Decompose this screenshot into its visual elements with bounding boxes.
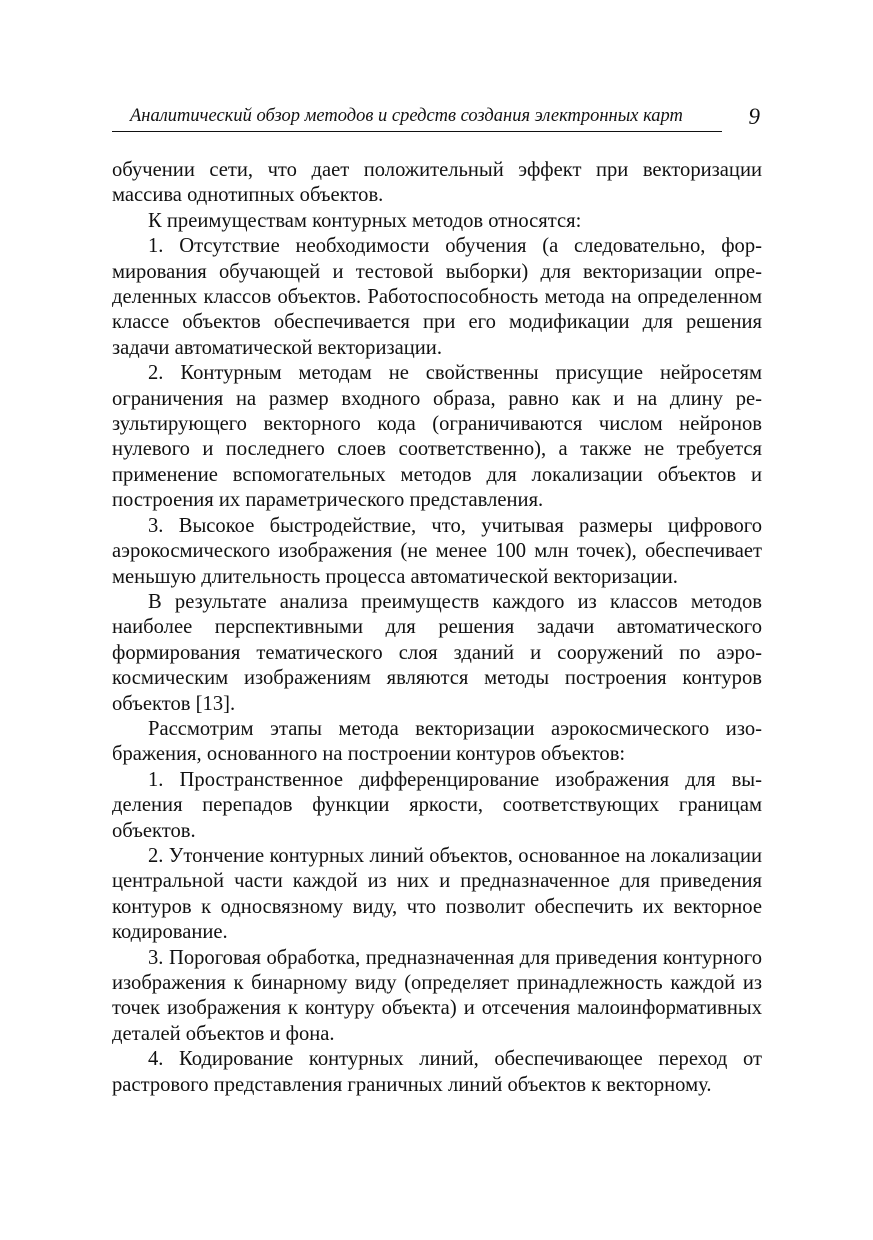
running-header [112, 104, 760, 134]
paragraph-stage-4: 4. Кодирование контурных линий, обеспечивающее переход от растрового представления граничных линий объектов к векторному. [112, 1048, 762, 1096]
paragraph-advantage-3: 3. Высокое быстродействие, что, учитывая размеры цифрового аэрокосмического изображения (не менее 100 млн точек), обеспечивает меньшую длительность процесса автоматической векторизации. [112, 514, 762, 588]
paragraph-stage-3: 3. Пороговая обработка, предназначенная для приведения контурного изображения к бинарному виду (определяет принадлежность каждой из точек изображения к контуру объекта) и отсечения малоинформативных деталей объектов и фона. [112, 946, 762, 1045]
running-title: Аналитический обзор методов и средств создания электронных карт [130, 106, 683, 126]
paragraph-conclusion: В результате анализа преимуществ каждого из классов методов наиболее перспективными для решения задачи автоматического формирования тематического слоя зданий и сооружений по аэрокосмическим изображениям являются методы построения контуров объектов [13]. [112, 590, 762, 715]
body-text [112, 158, 762, 1098]
paragraph-stages-intro: Рассмотрим этапы метода векторизации аэрокосмического изображения, основанного на построении контуров объектов: [112, 717, 762, 766]
page-number: 9 [748, 104, 760, 129]
paragraph-stage-1: 1. Пространственное дифференцирование изображения для выделения перепадов функции яркости, соответствующих границам объектов. [112, 768, 762, 842]
paragraph-advantages-intro: К преимуществам контурных методов относятся: [148, 209, 582, 232]
paragraph-advantage-2: 2. Контурным методам не свойственны присущие нейросетям ограничения на размер входного образа, равно как и на длину результирующего векторного кода (ограничиваются числом нейронов нулевого и последнего слоев соответственно), а также не требуется применение вспомогательных методов для локализации объектов и построения их параметрического представления. [112, 362, 762, 512]
paragraph-stage-2: 2. Утончение контурных линий объектов, основанное на локализации центральной части каждой из них и предназначенное для приведения контуров к односвязному виду, что позволит обеспечить их векторное кодирование. [112, 844, 762, 944]
paragraph-advantage-1: 1. Отсутствие необходимости обучения (а следовательно, формирования обучающей и тестовой выборки) для векторизации определенных классов объектов. Работоспособность метода на определенном классе объектов обеспечивается при его модификации для решения задачи автоматической векторизации. [112, 235, 762, 359]
header-rule [112, 131, 722, 132]
paragraph-continuation: обучении сети, что дает положительный эффект при векторизации массива однотипных объектов. [112, 159, 762, 207]
